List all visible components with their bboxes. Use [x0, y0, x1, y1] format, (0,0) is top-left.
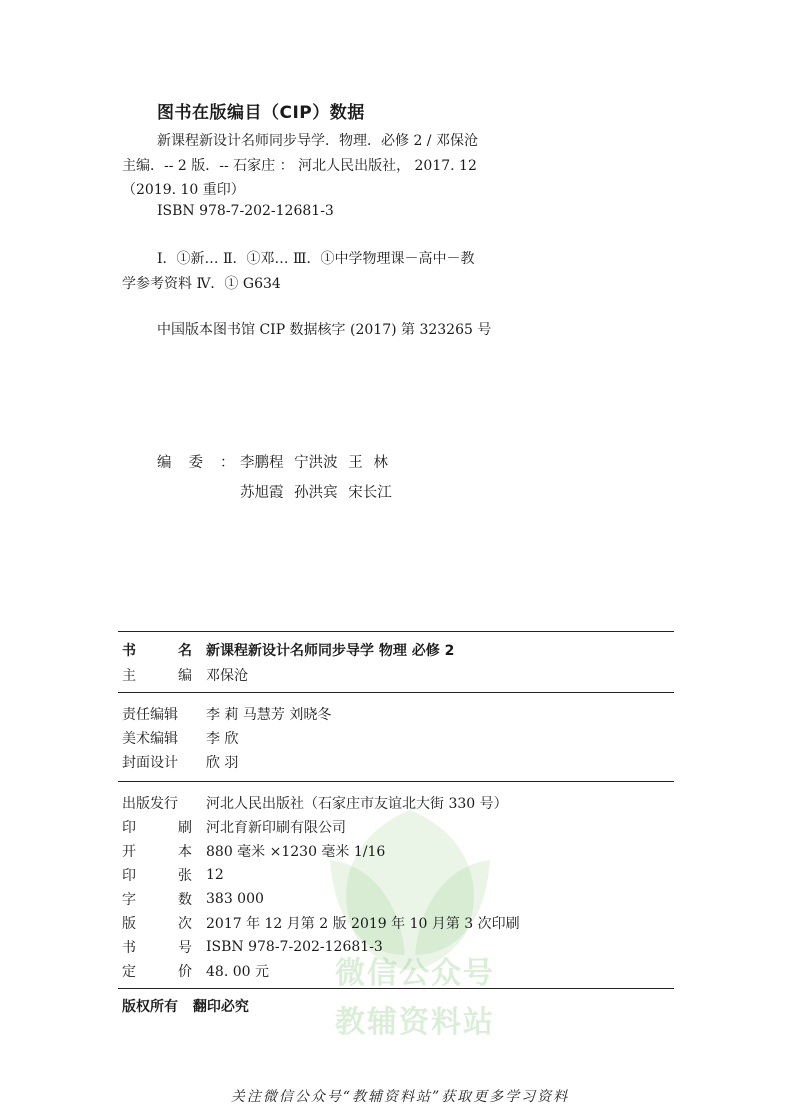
watermark-text-2: 教辅资料站 [335, 1005, 495, 1040]
rule-3 [118, 781, 674, 782]
cip-title: 图书在版编目（CIP）数据 [157, 103, 365, 123]
colophon-printer: 印刷 河北育新印刷有限公司 [122, 820, 346, 836]
colophon-book-title: 书名 新课程新设计名师同步导学 物理 必修 2 [122, 643, 455, 659]
committee-members-row-1: 李鹏程 宁洪波 王 林 [240, 455, 388, 471]
cip-line-2: 主编．-- 2 版．-- 石家庄 ： 河北人民出版社， 2017. 12 [122, 158, 477, 174]
colophon-art-editor: 美术编辑 李 欣 [122, 731, 239, 747]
rule-2 [118, 692, 674, 693]
colophon-responsible-editor: 责任编辑 李 莉 马慧芳 刘晓冬 [122, 707, 332, 723]
colophon-publisher: 出版发行 河北人民出版社（石家庄市友谊北大街 330 号） [122, 796, 508, 812]
committee-label: 编委： [157, 455, 252, 471]
colophon-isbn: 书号 ISBN 978-7-202-12681-3 [122, 939, 383, 956]
colophon-cover-design: 封面设计 欣 羽 [122, 755, 239, 771]
committee-members-row-2: 苏旭霞 孙洪宾 宋长江 [240, 485, 392, 501]
colophon-word-count: 字数 383 000 [122, 891, 264, 908]
colophon-edition: 版次 2017 年 12 月第 2 版 2019 年 10 月第 3 次印刷 [122, 916, 520, 932]
colophon-sheets: 印张 12 [122, 867, 224, 884]
cip-classification-2: 学参考资料 Ⅳ．① G634 [122, 276, 281, 292]
rule-4 [118, 988, 674, 989]
colophon-format: 开本 880 毫米 ×1230 毫米 1/16 [122, 844, 386, 860]
rule-top [118, 631, 674, 632]
cip-line-1: 新课程新设计名师同步导学．物理．必修 2 / 邓保沧 [157, 133, 478, 149]
cip-classification-1: Ⅰ．①新… Ⅱ．①邓… Ⅲ．①中学物理课－高中－教 [157, 251, 475, 267]
footer-notice: 关注微信公众号“教辅资料站”获取更多学习资料 [230, 1089, 570, 1105]
watermark-text-1: 微信公众号 [335, 956, 495, 991]
cip-record-number: 中国版本图书馆 CIP 数据核字 (2017) 第 323265 号 [157, 322, 492, 338]
cip-isbn: ISBN 978-7-202-12681-3 [157, 203, 334, 219]
colophon-price: 定价 48. 00 元 [122, 964, 269, 980]
colophon-chief-editor: 主编 邓保沧 [122, 668, 248, 684]
cip-line-3: （2019. 10 重印） [122, 182, 245, 198]
rights-reserved: 版权所有 翻印必究 [122, 999, 249, 1015]
